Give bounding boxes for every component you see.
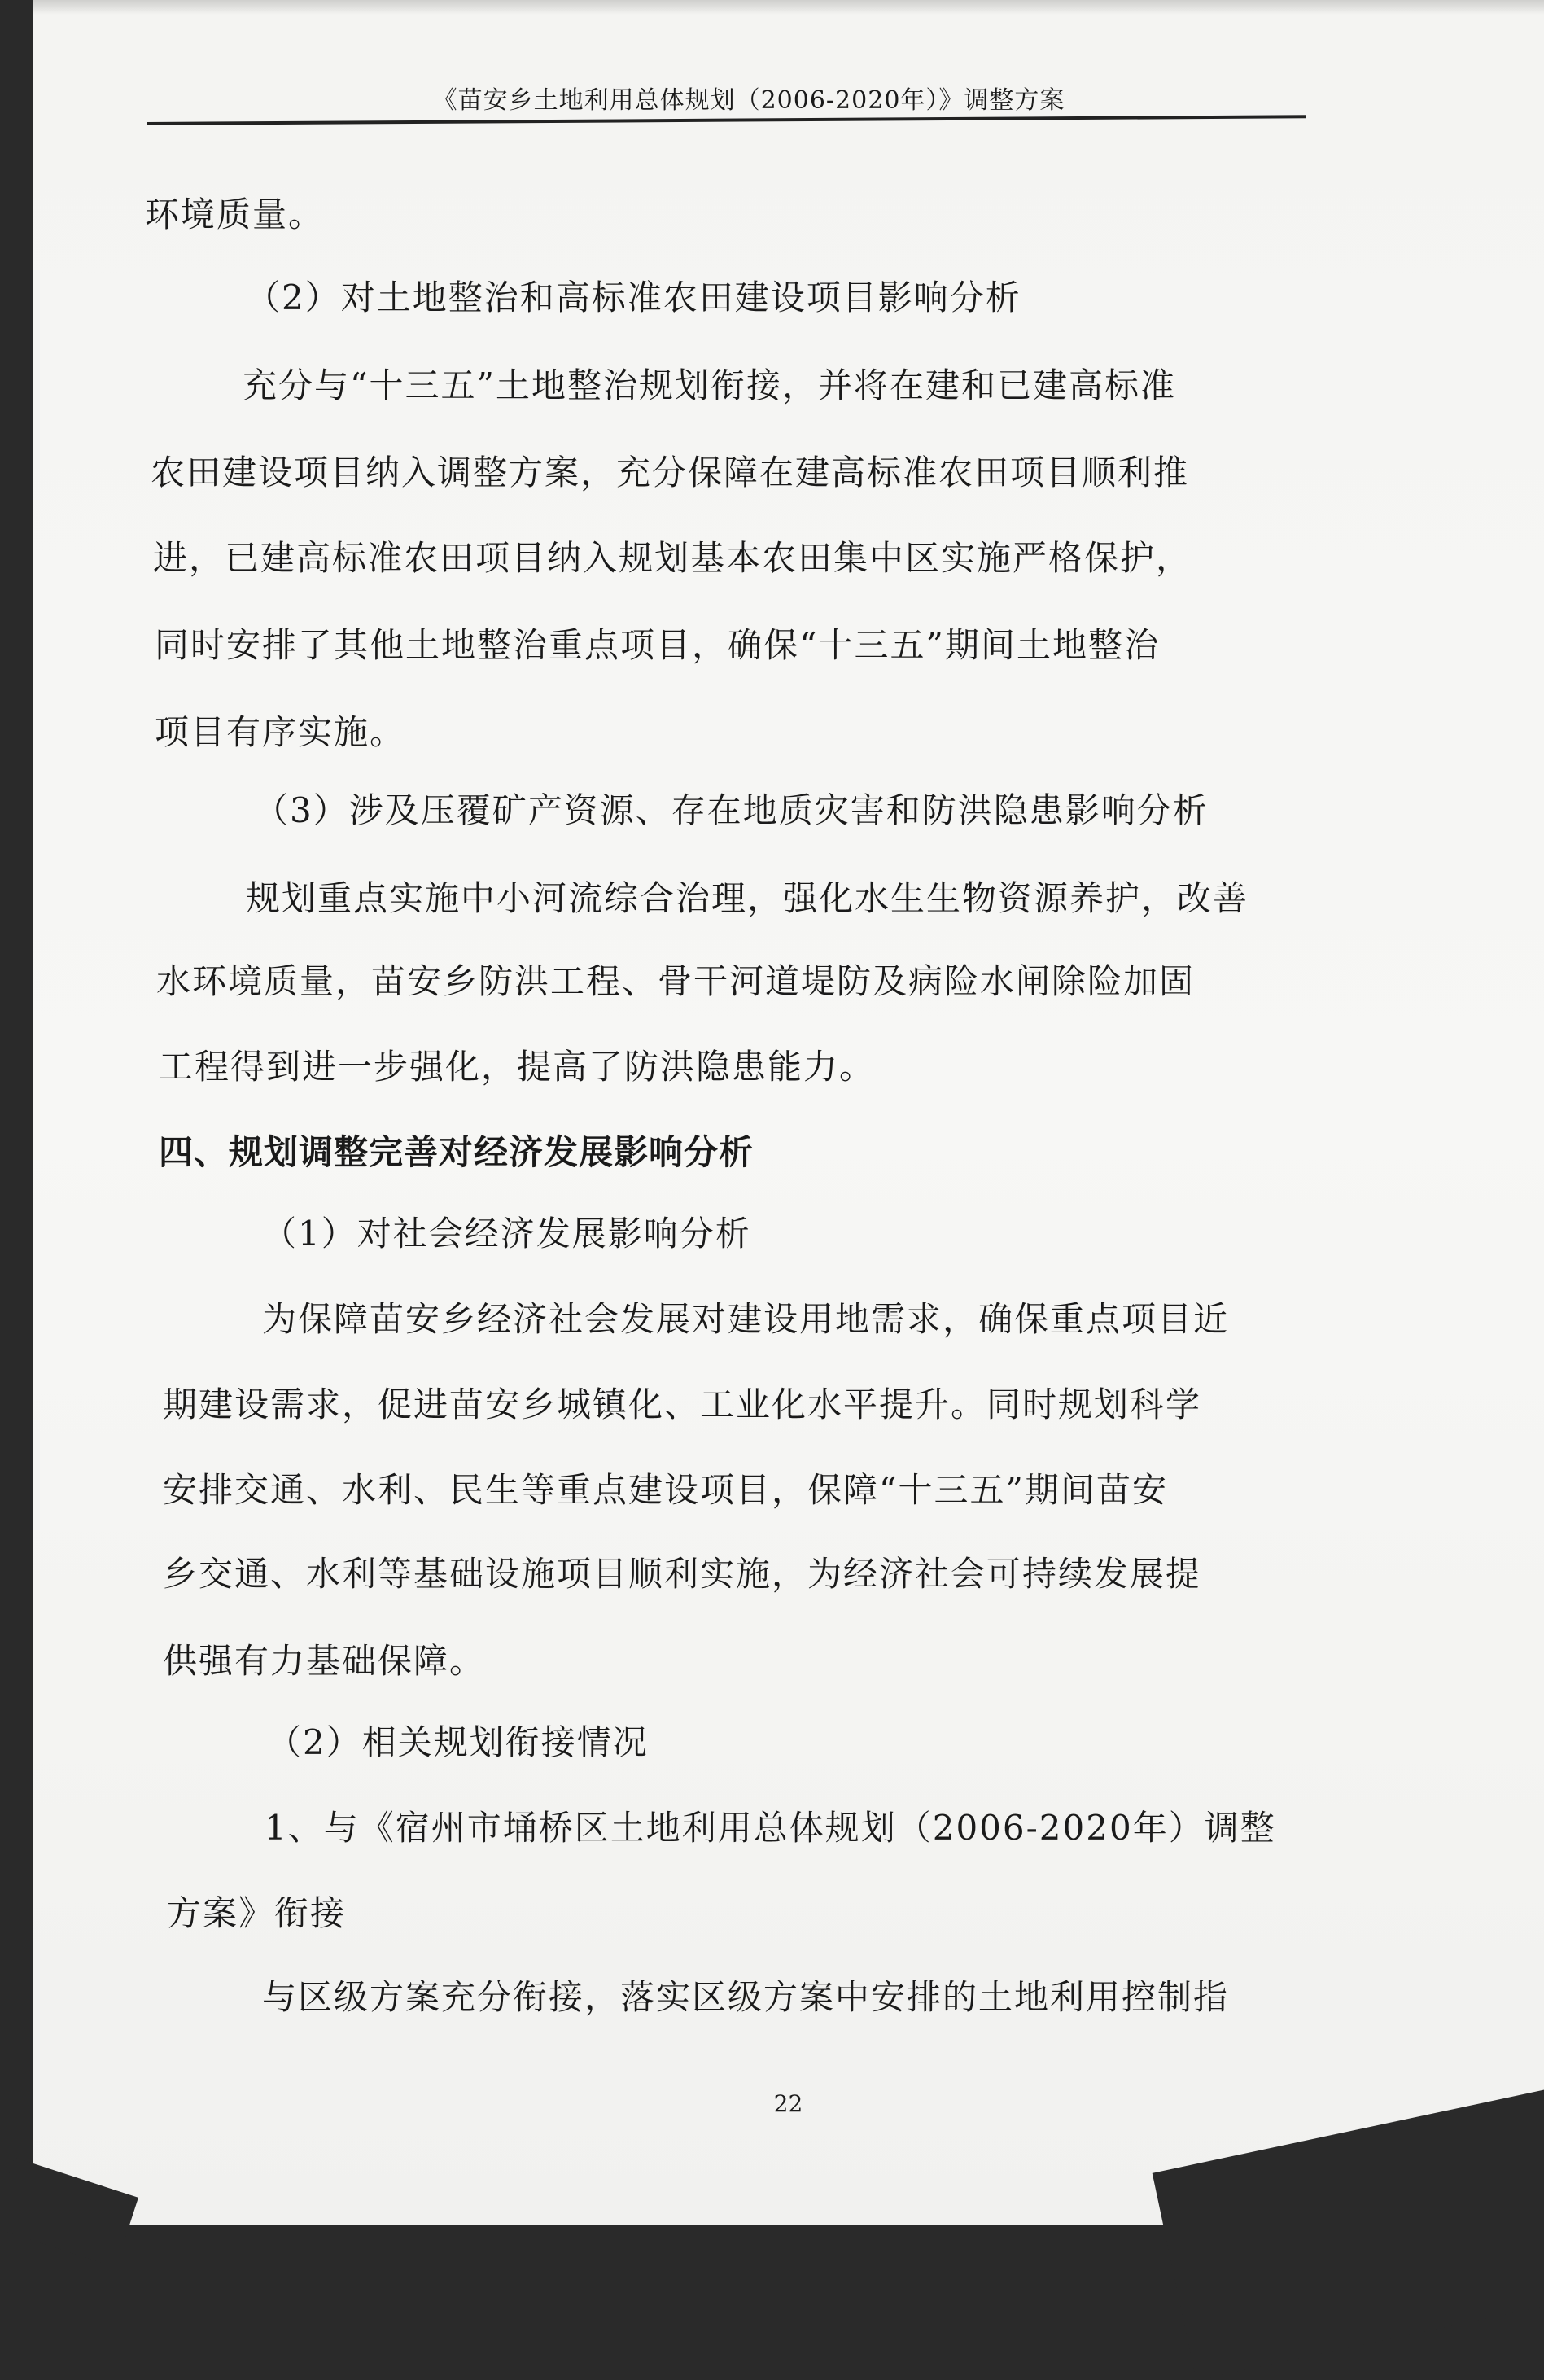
section-heading-4: 四、规划调整完善对经济发展影响分析 <box>159 1132 755 1172</box>
text-line: 乡交通、水利等基础设施项目顺利实施，为经济社会可持续发展提 <box>163 1554 1202 1594</box>
subheading-2: （2）对土地整治和高标准农田建设项目影响分析 <box>246 278 1021 317</box>
text-line: 农田建设项目纳入调整方案，充分保障在建高标准农田项目顺利推 <box>151 453 1190 492</box>
scan-corner-shadow <box>0 2157 138 2267</box>
text-line: 进，已建高标准农田项目纳入规划基本农田集中区实施严格保护， <box>153 538 1192 578</box>
page-number: 22 <box>773 2090 803 2117</box>
subheading-2b: （2）相关规划衔接情况 <box>267 1722 649 1762</box>
text-line: 与区级方案充分衔接，落实区级方案中安排的土地利用控制指 <box>262 1977 1230 2017</box>
header-rule <box>147 115 1306 125</box>
subheading-1: （1）对社会经济发展影响分析 <box>262 1214 751 1253</box>
scan-corner-shadow <box>1153 2085 1544 2380</box>
document-page <box>33 0 1544 2225</box>
text-line: 方案》衔接 <box>167 1893 347 1933</box>
text-line: 同时安排了其他土地整治重点项目，确保“十三五”期间土地整治 <box>155 625 1160 665</box>
text-line: 充分与“十三五”土地整治规划衔接，并将在建和已建高标准 <box>243 365 1176 405</box>
text-line: 工程得到进一步强化，提高了防洪隐患能力。 <box>159 1047 876 1087</box>
text-line: 项目有序实施。 <box>155 712 406 752</box>
text-line: 为保障苗安乡经济社会发展对建设用地需求，确保重点项目近 <box>262 1299 1230 1339</box>
text-line: 1、与《宿州市埇桥区土地利用总体规划（2006-2020年）调整 <box>265 1808 1276 1848</box>
text-line: 规划重点实施中小河流综合治理，强化水生生物资源养护，改善 <box>246 878 1249 918</box>
text-line: 水环境质量，苗安乡防洪工程、骨干河道堤防及病险水闸除险加固 <box>156 961 1196 1001</box>
page-shadow <box>33 0 1544 15</box>
text-line: 环境质量。 <box>145 195 325 234</box>
text-line: 安排交通、水利、民生等重点建设项目，保障“十三五”期间苗安 <box>163 1470 1168 1510</box>
subheading-3: （3）涉及压覆矿产资源、存在地质灾害和防洪隐患影响分析 <box>254 790 1209 830</box>
text-line: 期建设需求，促进苗安乡城镇化、工业化水平提升。同时规划科学 <box>163 1385 1202 1424</box>
text-line: 供强有力基础保障。 <box>163 1641 486 1681</box>
running-header: 《苗安乡土地利用总体规划（2006-2020年）》调整方案 <box>432 86 1065 115</box>
